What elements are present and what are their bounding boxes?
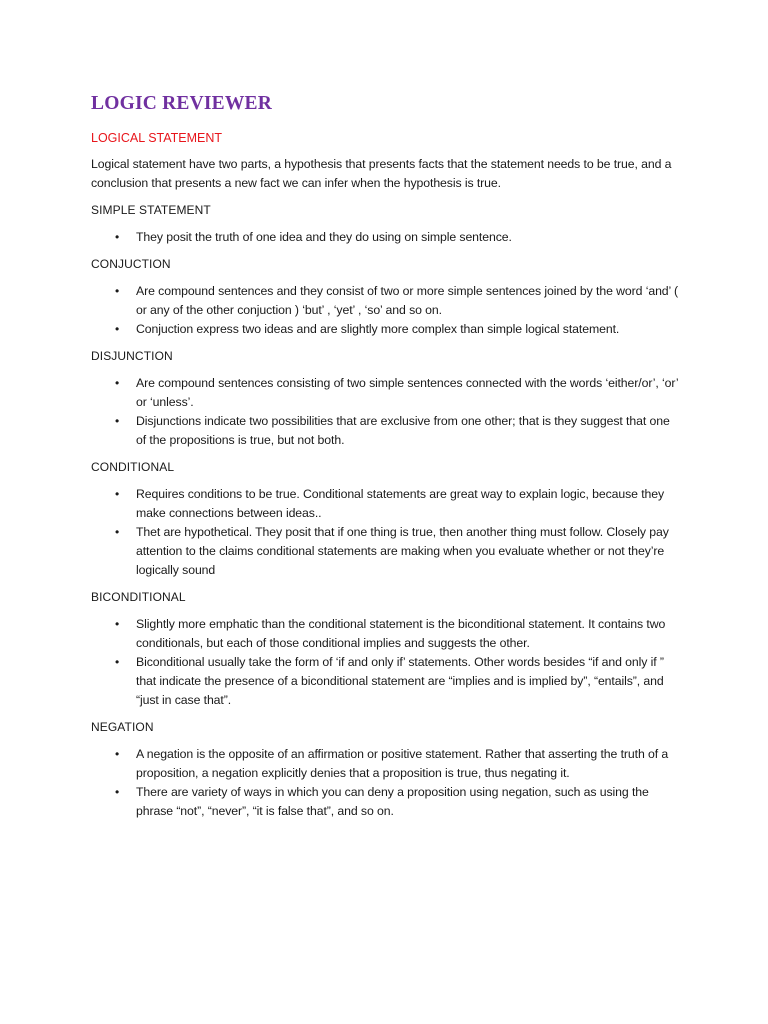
list-item-text: Conjuction express two ideas and are slightly more complex than simple logical statement. xyxy=(136,322,620,336)
section-heading-negation: NEGATION xyxy=(91,720,154,734)
list-item-text: Thet are hypothetical. They posit that if one thing is true, then another thing must follow. Closely pay attention to the claims conditional statements are making when you evaluate whether or not they’re logically sound xyxy=(136,525,669,577)
section-heading-conditional: CONDITIONAL xyxy=(91,460,175,474)
section-heading-biconditional: BICONDITIONAL xyxy=(91,590,186,604)
bullet-icon: • xyxy=(115,655,120,669)
conditional-list xyxy=(91,485,681,580)
list-item xyxy=(91,228,681,247)
section-heading-simple-statement: SIMPLE STATEMENT xyxy=(91,203,211,217)
document-page xyxy=(91,92,681,830)
list-item-text: Are compound sentences and they consist of two or more simple sentences joined by the word ‘and’ ( or any of the other conjuction ) ‘but’ , ‘yet’ , ‘so’ and so on. xyxy=(136,284,679,317)
list-item xyxy=(91,374,681,412)
bullet-icon: • xyxy=(115,230,120,244)
list-item-text: Requires conditions to be true. Conditional statements are great way to explain logic, because they make connections between ideas.. xyxy=(136,487,665,520)
bullet-icon: • xyxy=(115,617,120,631)
bullet-icon: • xyxy=(115,414,120,428)
logical-statement-paragraph: Logical statement have two parts, a hypothesis that presents facts that the statement needs to be true, and a conclusion that presents a new fact we can infer when the hypothesis is true. xyxy=(91,157,672,190)
section-heading-disjunction: DISJUNCTION xyxy=(91,349,173,363)
list-item xyxy=(91,523,681,580)
list-item xyxy=(91,745,681,783)
negation-list xyxy=(91,745,681,821)
list-item xyxy=(91,485,681,523)
bullet-icon: • xyxy=(115,376,120,390)
list-item-text: A negation is the opposite of an affirmation or positive statement. Rather that asserting the truth of a proposition, a negation explicitly denies that a proposition is true, thus negating it. xyxy=(136,747,669,780)
list-item xyxy=(91,653,681,710)
list-item-text: Are compound sentences consisting of two simple sentences connected with the words ‘either/or’, ‘or’ or ‘unless’. xyxy=(136,376,679,409)
list-item xyxy=(91,320,681,339)
list-item xyxy=(91,783,681,821)
section-heading-conjuction: CONJUCTION xyxy=(91,257,171,271)
list-item xyxy=(91,615,681,653)
list-item-text: Biconditional usually take the form of ‘if and only if’ statements. Other words besides “if and only if ” that indicate the presence of a biconditional statement are “implies and is implied by”, “entails”, and “just in case that”. xyxy=(136,655,664,707)
disjunction-list xyxy=(91,374,681,450)
list-item xyxy=(91,412,681,450)
bullet-icon: • xyxy=(115,785,120,799)
bullet-icon: • xyxy=(115,322,120,336)
list-item-text: Disjunctions indicate two possibilities that are exclusive from one other; that is they suggest that one of the propositions is true, but not both. xyxy=(136,414,670,447)
conjuction-list xyxy=(91,282,681,339)
bullet-icon: • xyxy=(115,487,120,501)
list-item xyxy=(91,282,681,320)
bullet-icon: • xyxy=(115,747,120,761)
biconditional-list xyxy=(91,615,681,710)
logical-statement-heading: LOGICAL STATEMENT xyxy=(91,131,223,145)
list-item-text: Slightly more emphatic than the conditional statement is the biconditional statement. It contains two conditionals, but each of those conditional implies and suggests the other. xyxy=(136,617,666,650)
bullet-icon: • xyxy=(115,284,120,298)
list-item-text: They posit the truth of one idea and they do using on simple sentence. xyxy=(136,230,512,244)
simple-statement-list xyxy=(91,228,681,247)
bullet-icon: • xyxy=(115,525,120,539)
document-title: LOGIC REVIEWER xyxy=(91,93,273,114)
list-item-text: There are variety of ways in which you can deny a proposition using negation, such as using the phrase “not”, “never”, “it is false that”, and so on. xyxy=(136,785,649,818)
